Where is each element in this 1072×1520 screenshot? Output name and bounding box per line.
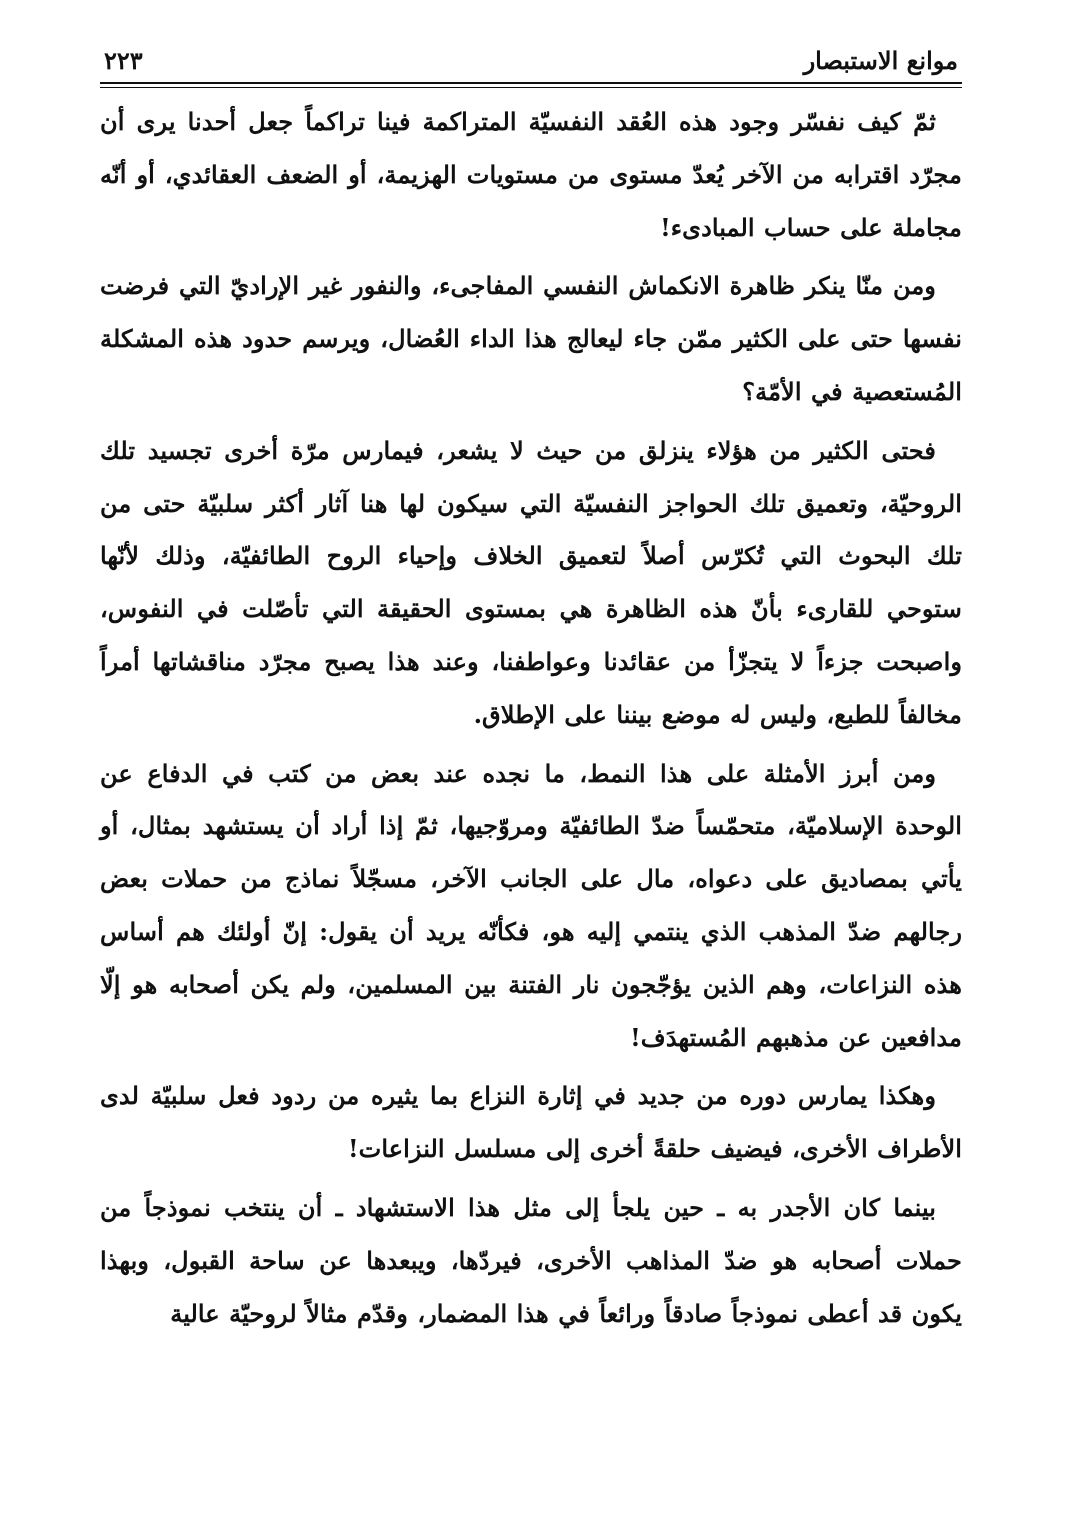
paragraph-1: ثمّ كيف نفسّر وجود هذه العُقد النفسيّة المتراكمة فينا تراكماً جعل أحدنا يرى أن مجرّد اقترابه من الآخر يُعدّ مستوى من مستويات الهزيمة، أو الضعف العقائدي، أو أنّه مجاملة على حساب المبادىء! <box>100 107 962 242</box>
paragraph-6: بينما كان الأجدر به ـ حين يلجأ إلى مثل هذا الاستشهاد ـ أن ينتخب نموذجاً من حملات أصحابه هو ضدّ المذاهب الأخرى، فيردّها، ويبعدها عن ساحة القبول، وبهذا يكون قد أعطى نموذجاً صادقاً ورائعاً في هذا المضمار، وقدّم مثالاً لروحيّة عالية <box>100 1192 962 1328</box>
paragraph-3: فحتى الكثير من هؤلاء ينزلق من حيث لا يشعر، فيمارس مرّة أخرى تجسيد تلك الروحيّة، وتعميق تلك الحواجز النفسيّة التي سيكون لها هنا آثار أكثر سلبيّة حتى من تلك البحوث التي تُكرّس أصلاً لتعميق الخلاف وإحياء الروح الطائفيّة، وذلك لأنّها ستوحي للقارىء بأنّ هذه الظاهرة هي بمستوى الحقيقة التي تأصّلت في النفوس، واصبحت جزءاً لا يتجزّأ من عقائدنا وعواطفنا، وعند هذا يصبح مجرّد مناقشاتها أمراً مخالفاً للطبع، وليس له موضع بيننا على الإطلاق. <box>100 435 962 729</box>
paragraph-4: ومن أبرز الأمثلة على هذا النمط، ما نجده عند بعض من كتب في الدفاع عن الوحدة الإسلاميّة، متحمّساً ضدّ الطائفيّة ومروّجيها، ثمّ إذا أراد أن يستشهد بمثال، أو يأتي بمصاديق على دعواه، مال على الجانب الآخر، مسجّلاً نماذج من حملات بعض رجالهم ضدّ المذهب الذي ينتمي إليه هو، فكأنّه يريد أن يقول: إنّ أولئك هم أساس هذه النزاعات، وهم الذين يؤجّجون نار الفتنة بين المسلمين، ولم يكن أصحابه هو إلّا مدافعين عن مذهبهم المُستهدَف! <box>100 758 962 1052</box>
chapter-title: موانع الاستبصار <box>803 46 958 75</box>
paragraph-5: وهكذا يمارس دوره من جديد في إثارة النزاع بما يثيره من ردود فعل سلبيّة لدى الأطراف الأخرى، فيضيف حلقةً أخرى إلى مسلسل النزاعات! <box>100 1081 962 1164</box>
paragraph-2: ومن منّا ينكر ظاهرة الانكماش النفسي المفاجىء، والنفور غير الإراديّ التي فرضت نفسها حتى على الكثير ممّن جاء ليعالج هذا الداء العُضال، ويرسم حدود هذه المشكلة المُستعصية في الأمّة؟ <box>100 271 962 406</box>
running-header <box>100 38 962 80</box>
page-number: ٢٢٣ <box>104 46 143 75</box>
book-page <box>100 38 962 1478</box>
header-rule-thin <box>100 87 962 88</box>
body-text <box>100 96 962 1340</box>
header-rule <box>100 82 962 84</box>
